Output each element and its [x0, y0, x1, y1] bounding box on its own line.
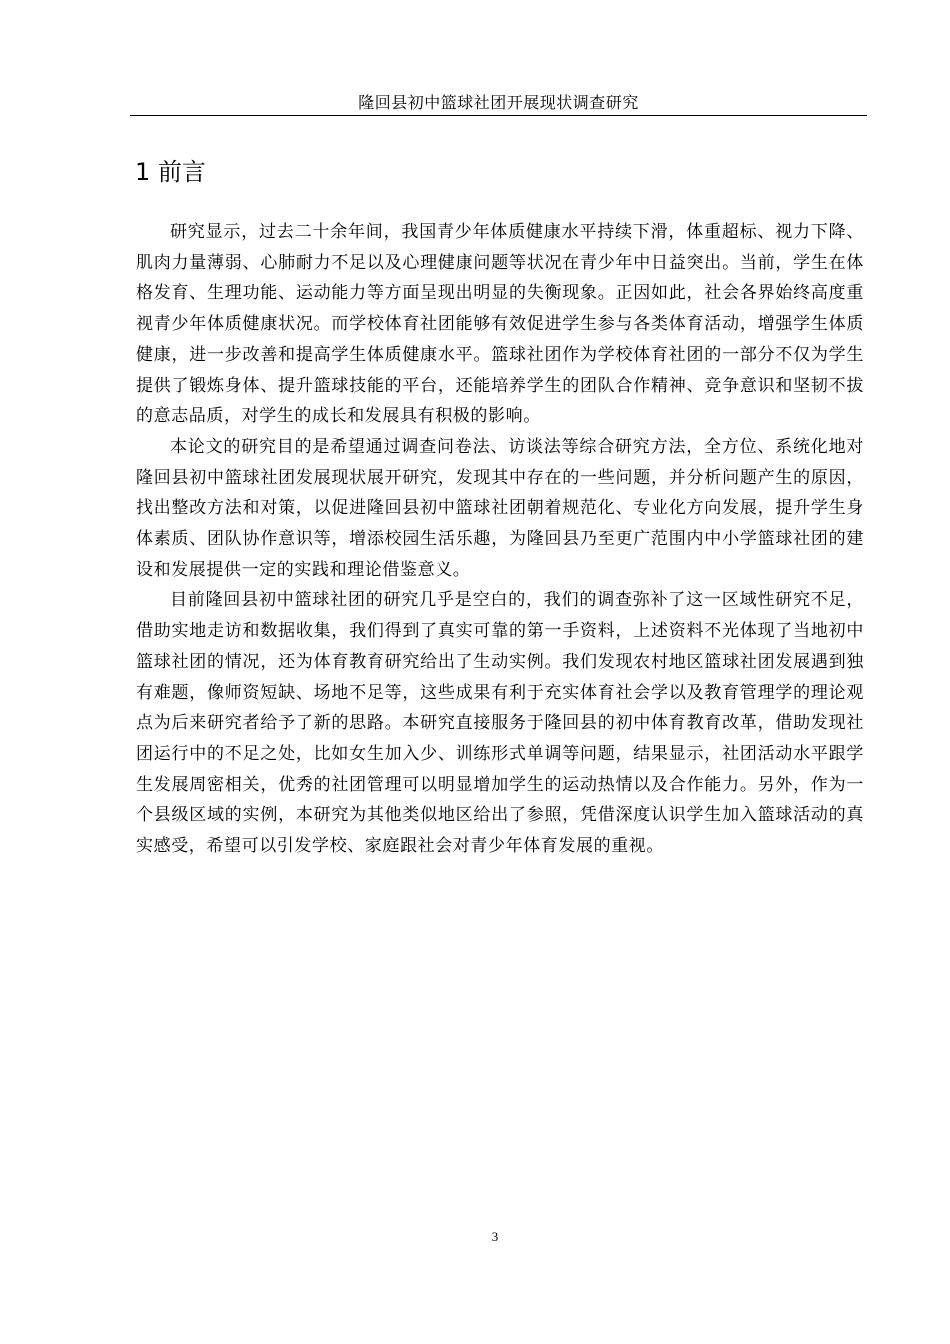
header-rule — [130, 115, 867, 116]
paragraph: 研究显示，过去二十余年间，我国青少年体质健康水平持续下滑，体重超标、视力下降、肌肉力量薄弱、心肺耐力不足以及心理健康问题等状况在青少年中日益突出。当前，学生在体格发育、生理功能、运动能力等方面呈现出明显的失衡现象。正因如此，社会各界始终高度重视青少年体质健康状况。而学校体育社团能够有效促进学生参与各类体育活动，增强学生体质健康，进一步改善和提高学生体质健康水平。篮球社团作为学校体育社团的一部分不仅为学生提供了锻炼身体、提升篮球技能的平台，还能培养学生的团队合作精神、竞争意识和坚韧不拔的意志品质，对学生的成长和发展具有积极的影响。 — [136, 222, 864, 427]
paragraph: 本论文的研究目的是希望通过调查问卷法、访谈法等综合研究方法，全方位、系统化地对隆回县初中篮球社团发展现状展开研究，发现其中存在的一些问题，并分析问题产生的原因，找出整改方法和对策，以促进隆回县初中篮球社团朝着规范化、专业化方向发展，提升学生身体素质、团队协作意识等，增添校园生活乐趣，为隆回县乃至更广范围内中小学篮球社团的建设和发展提供一定的实践和理论借鉴意义。 — [136, 436, 864, 580]
paragraph: 目前隆回县初中篮球社团的研究几乎是空白的，我们的调查弥补了这一区域性研究不足，借助实地走访和数据收集，我们得到了真实可靠的第一手资料，上述资料不光体现了当地初中篮球社团的情况，还为体育教育研究给出了生动实例。我们发现农村地区篮球社团发展遇到独有难题，像师资短缺、场地不足等，这些成果有利于充实体育社会学以及教育管理学的理论观点为后来研究者给予了新的思路。本研究直接服务于隆回县的初中体育教育改革，借助发现社团运行中的不足之处，比如女生加入少、训练形式单调等问题，结果显示，社团活动水平跟学生发展周密相关，优秀的社团管理可以明显增加学生的运动热情以及合作能力。另外，作为一个县级区域的实例，本研究为其他类似地区给出了参照，凭借深度认识学生加入篮球活动的真实感受，希望可以引发学校、家庭跟社会对青少年体育发展的重视。 — [136, 590, 864, 857]
running-header: 隆回县初中篮球社团开展现状调查研究 — [358, 93, 639, 112]
page-number: 3 — [491, 1229, 499, 1244]
body-text — [136, 217, 864, 862]
section-heading: 1 前言 — [135, 158, 206, 186]
